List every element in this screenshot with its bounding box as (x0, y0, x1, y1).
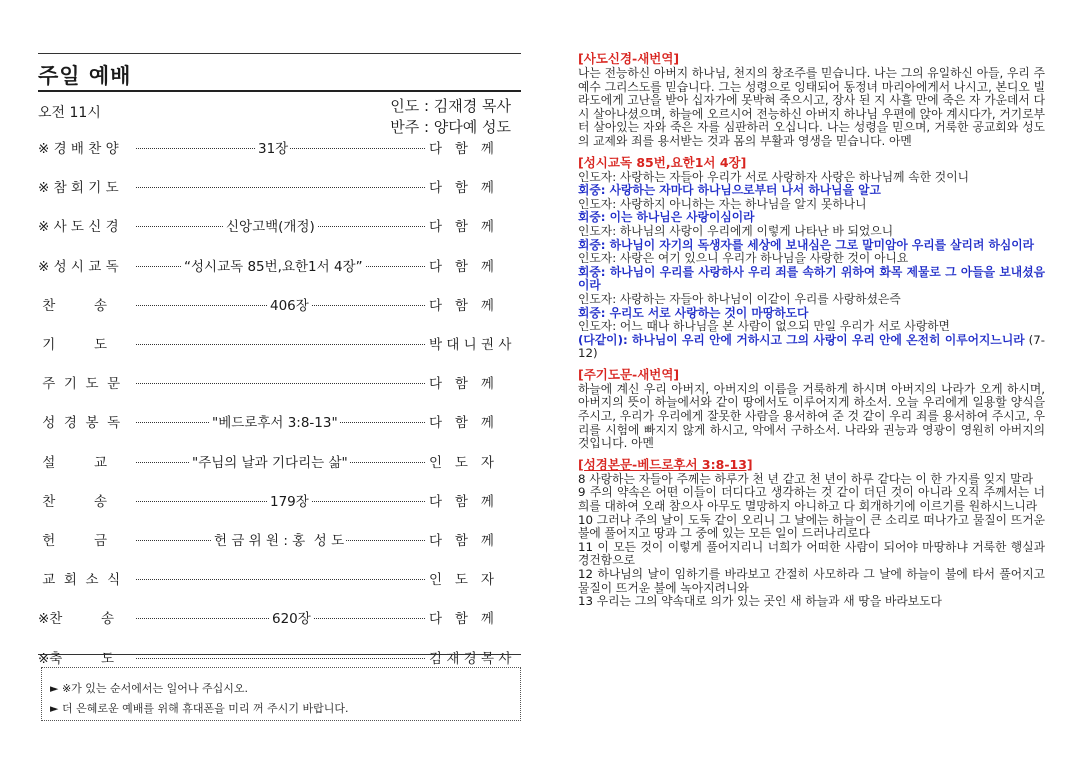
together-text: (다같이): 하나님이 우리 안에 거하시고 그의 사랑이 우리 안에 온전히 이루어지느니라 (578, 332, 1025, 347)
order-detail: 620장 (270, 607, 313, 627)
order-row (38, 372, 521, 392)
order-responsible: 다 함 께 (429, 180, 494, 197)
order-detail: “성시교독 85번,요한1서 4장” (182, 255, 365, 275)
order-label: 찬 송 (38, 493, 107, 510)
lords-prayer-text: 하늘에 계신 우리 아버지, 아버지의 이름을 거룩하게 하시며 아버지의 나라가 오게 하시며, 아버지의 뜻이 하늘에서와 같이 땅에서도 이루어지게 하소서. 오늘 우리에게 일용할 양식을 주시고, 우리가 우리에게 잘못한 사람을 용서하여 준 것 같이 우리 죄를 용서하여 주시고, 우리를 시험에 빠지지 않게 하시고, 악에서 구하소서. 나라와 권능과 영광이 영원히 아버지의 것입니다. 아멘 (578, 381, 1045, 451)
order-label: 기 도 (38, 337, 107, 353)
order-detail: 헌 금 위 원 : 홍 성 도 (212, 529, 346, 549)
responsive-line-leader: 인도자: 사랑은 여기 있으니 우리가 하나님을 사랑한 것이 아니요 (578, 251, 909, 266)
order-row (38, 137, 521, 157)
scripture-verse: 13 우리는 그의 약속대로 의가 있는 곳인 새 하늘과 새 땅을 바라보도다 (578, 594, 942, 609)
notice-line: ► ※가 있는 순서에서는 일어나 주십시오. (50, 682, 249, 695)
order-row (38, 607, 521, 627)
leader-name: 인도 : 김재경 목사 (390, 97, 511, 115)
order-label: 찬 송 (38, 297, 107, 314)
responsive-line-leader: 인도자: 하나님의 사랑이 우리에게 이렇게 나타난 바 되었으니 (578, 223, 894, 238)
dot-leader (136, 658, 425, 659)
order-row (38, 333, 521, 353)
order-label: 교 회 소 식 (38, 572, 121, 589)
order-label: ※찬 송 (38, 611, 115, 628)
creed-text: 나는 전능하신 아버지 하나님, 천지의 창조주를 믿습니다. 나는 그의 유일하신 아들, 우리 주 예수 그리스도를 믿습니다. 그는 성령으로 잉태되어 동정녀 마리아에게서 나시고, 본디오 빌라도에게 고난을 받아 십자가에 못박혀 죽으시고, 장사 된 지 사흘 만에 죽은 자 가운데서 다시 살아나셨으며, 하늘에 오르시어 전능하신 아버지 하나님 우편에 앉아 계시다가, 거기로부터 살아있는 자와 죽은 자를 심판하러 오십니다. 나는 성령을 믿으며, 거룩한 공교회와 성도의 교제와 죄를 용서받는 것과 몸의 부활과 영생을 믿습니다. 아멘 (578, 66, 1045, 148)
dot-leader (136, 579, 425, 580)
responsive-line-together (578, 334, 1045, 361)
order-responsible: 다 함 께 (429, 493, 494, 510)
order-row (38, 568, 521, 588)
notice-box (41, 667, 521, 721)
order-label: ※ 경 배 찬 양 (38, 141, 119, 157)
scripture-title: [성경본문-베드로후서 3:8-13] (578, 456, 753, 472)
scripture-text (578, 473, 1045, 609)
order-label: ※ 사 도 신 경 (38, 219, 119, 236)
dot-leader (136, 187, 425, 188)
notice-line: ► 더 은혜로운 예배를 위해 휴대폰을 미리 꺼 주시기 바랍니다. (50, 702, 349, 715)
order-of-worship (38, 53, 521, 138)
order-responsible: 인 도 자 (429, 454, 494, 471)
order-detail: 신앙고백(개정) (224, 215, 317, 235)
order-responsible: 김 재 경 목 사 (429, 650, 512, 667)
bottom-rule (38, 654, 521, 655)
order-label: 설 교 (38, 454, 107, 471)
order-row (38, 411, 521, 431)
creed-title: [사도신경-새번역] (578, 51, 680, 66)
order-responsible: 다 함 께 (429, 611, 494, 628)
order-detail: 406장 (268, 294, 311, 314)
dot-leader (136, 344, 425, 345)
accompanist-name: 반주 : 양다예 성도 (390, 118, 511, 136)
service-leaders (390, 96, 511, 138)
responsive-line-congregation: 회중: 사랑하는 자마다 하나님으로부터 나서 하나님을 알고 (578, 183, 881, 198)
order-responsible: 다 함 께 (429, 258, 494, 275)
order-label: 헌 금 (38, 533, 107, 549)
scripture-verse: 12 하나님의 날이 임하기를 바라보고 간절히 사모하라 그 날에 하늘이 불에 타서 풀어지고 물질이 뜨거운 불에 녹아지려니와 (578, 567, 1045, 595)
order-detail: "주님의 날과 기다리는 삶" (190, 451, 350, 471)
responsive-title: [성시교독 85번,요한1서 4장] (578, 154, 747, 170)
scripture-verse: 9 주의 약속은 어떤 이들이 더디다고 생각하는 것 같이 더딘 것이 아니라 오직 주께서는 너희를 대하여 오래 참으사 아무도 멸망하지 아니하고 다 회개하기에 이르기를 원하시느니라 (578, 485, 1045, 514)
order-row (38, 215, 521, 235)
order-responsible: 다 함 께 (429, 219, 494, 236)
order-label: ※축 도 (38, 650, 115, 667)
order-responsible: 다 함 께 (429, 297, 494, 314)
scripture-verse: 8 사랑하는 자들아 주께는 하루가 천 년 같고 천 년이 하루 같다는 이 한 가지를 잊지 말라 (578, 471, 1033, 486)
scripture-verse: 11 이 모든 것이 이렇게 풀어지리니 너희가 어떠한 사람이 되어야 마땅하냐 거룩한 행실과 경건함으로 (578, 539, 1045, 568)
order-row (38, 176, 521, 196)
order-row (38, 294, 521, 314)
responsive-line-congregation: 회중: 우리도 서로 사랑하는 것이 마땅하도다 (578, 305, 809, 320)
order-label: 성 경 봉 독 (38, 415, 121, 432)
order-responsible: 다 함 께 (429, 141, 494, 157)
reading-reference: (7-12) (578, 332, 1045, 361)
order-responsible: 다 함 께 (429, 533, 494, 549)
responsive-line-congregation: 회중: 하나님이 자기의 독생자를 세상에 보내심은 그로 말미암아 우리를 살리려 하심이라 (578, 237, 1035, 252)
lords-prayer-title: [주기도문-새번역] (578, 366, 680, 382)
order-row (38, 490, 521, 510)
order-responsible: 다 함 께 (429, 376, 494, 393)
service-info (38, 92, 521, 138)
scripture-verse: 10 그러나 주의 날이 도둑 같이 오리니 그 날에는 하늘이 큰 소리로 떠나가고 물질이 뜨거운 불에 풀어지고 땅과 그 중에 있는 모든 일이 드러나리로다 (578, 512, 1045, 541)
order-label: ※ 성 시 교 독 (38, 258, 119, 275)
responsive-line-leader: 인도자: 사랑하지 아니하는 자는 하나님을 알지 못하나니 (578, 196, 867, 211)
order-label: ※ 참 회 기 도 (38, 180, 119, 197)
order-detail: 31장 (256, 137, 290, 157)
responsive-reading (578, 171, 1045, 361)
responsive-line-leader: 인도자: 사랑하는 자들아 우리가 서로 사랑하자 사랑은 하나님께 속한 것이니 (578, 169, 969, 184)
service-time: 오전 11시 (38, 105, 101, 121)
page-title: 주일 예배 (38, 64, 132, 88)
dot-leader (136, 383, 425, 384)
responsive-line-leader: 인도자: 사랑하는 자들아 하나님이 이같이 우리를 사랑하셨은즉 (578, 291, 901, 306)
order-detail: 179장 (268, 490, 311, 510)
order-row (38, 647, 521, 667)
order-responsible: 다 함 께 (429, 415, 494, 432)
readings-column (578, 51, 1045, 609)
order-responsible: 박 대 니 권 사 (429, 337, 512, 353)
order-row (38, 255, 521, 275)
responsive-line-congregation: 회중: 하나님이 우리를 사랑하사 우리 죄를 속하기 위하여 화목 제물로 그 아들을 보내셨음이라 (578, 264, 1045, 293)
responsive-line-congregation: 회중: 이는 하나님은 사랑이심이라 (578, 210, 755, 225)
order-label: 주 기 도 문 (38, 376, 121, 393)
responsive-line-leader: 인도자: 어느 때나 하나님을 본 사람이 없으되 만일 우리가 서로 사랑하면 (578, 319, 950, 334)
order-row (38, 529, 521, 549)
order-responsible: 인 도 자 (429, 572, 494, 589)
order-detail: "베드로후서 3:8-13" (210, 411, 340, 431)
order-row (38, 451, 521, 471)
